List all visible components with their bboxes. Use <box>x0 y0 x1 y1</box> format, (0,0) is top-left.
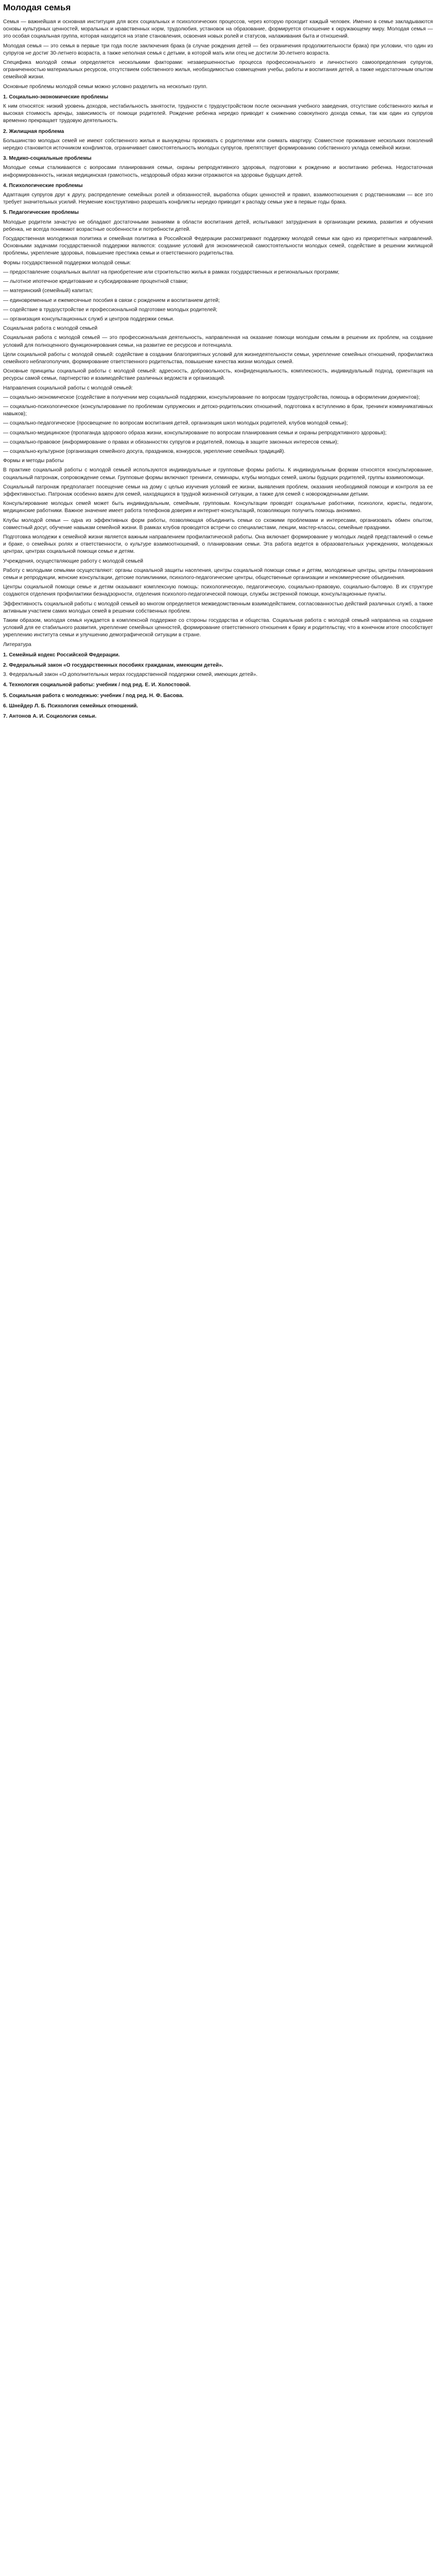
paragraph: 5. Социальная работа с молодежью: учебник / под ред. Н. Ф. Басова. <box>3 692 184 699</box>
paragraph: Основные принципы социальной работы с молодой семьей: адресность, добровольность, конфиденциальность, комплексность, индивидуальный подход, ориентация на ресурсы самой семьи, партнерство и взаимодействие различных ведомств и организаций. <box>3 368 433 382</box>
paragraph: Молодая семья — это семья в первые три года после заключения брака (в случае рождения детей — без ограничения продолжительности брака) при условии, что один из супругов не достиг 30-летнего возраста, а также неполная семья с детьми, в которой мать или отец не достигли 30-летнего возраста. <box>3 43 433 56</box>
paragraph: Семья — важнейшая и основная институция для всех социальных и психологических процессов, через которую проходит каждый человек. Именно в семье закладываются основы культурных ценностей, моральных и нравственных норм, трудолюбия, установок на образование, формируется отношение к окружающему миру. Молодая семья — это особая социальная группа, которая находится на этапе становления, освоения новых ролей и статусов, налаживания быта и отношений. <box>3 19 433 40</box>
paragraph: Социальный патронаж предполагает посещение семьи на дому с целью изучения условий ее жизни, выявления проблем, оказания необходимой помощи и контроля за ее эффективностью. Патронаж особенно важен для семей, находящихся в трудной жизненной ситуации, а также для семей с новорожденными детьми. <box>3 484 433 497</box>
paragraph: Учреждения, осуществляющие работу с молодой семьей <box>3 558 144 564</box>
paragraph: — социально-культурное (организация семейного досуга, праздников, конкурсов, укрепление семейных традиций). <box>3 448 286 454</box>
paragraph: Консультирование молодых семей может быть индивидуальным, семейным, групповым. Консультации проводят социальные работники, психологи, юристы, педагоги, медицинские работники. Важное значение имеет работа телефонов доверия и интернет-консультаций, позволяющих получить помощь анонимно. <box>3 501 433 514</box>
paragraph: Молодые семьи сталкиваются с вопросами планирования семьи, охраны репродуктивного здоровья, подготовки к рождению и воспитанию ребенка. Недостаточная информированность, низкая медицинская грамотность, нездоровый образ жизни отражаются на здоровье будущих детей. <box>3 165 433 178</box>
paragraph: Социальная работа с молодой семьей — это профессиональная деятельность, направленная на оказание помощи молодым семьям в решении их проблем, на создание условий для полноценного функционирования семьи, на развитие ее ресурсов и потенциала. <box>3 335 433 348</box>
paragraph: 5. Педагогические проблемы <box>3 210 79 216</box>
paragraph: Формы государственной поддержки молодой семьи: <box>3 260 131 266</box>
paragraph: 1. Социально-экономические проблемы <box>3 94 109 100</box>
paragraph: — единовременные и ежемесячные пособия в связи с рождением и воспитанием детей; <box>3 297 220 303</box>
paragraph: 2. Жилищная проблема <box>3 128 64 134</box>
paragraph: 3. Федеральный закон «О дополнительных мерах государственной поддержки семей, имеющих детей». <box>3 672 258 678</box>
paragraph: — социально-правовое (информирование о правах и обязанностях супругов и родителей, помощь в защите законных интересов семьи); <box>3 439 339 445</box>
paragraph: Литература <box>3 641 31 648</box>
article-body <box>3 19 433 720</box>
paragraph: Клубы молодой семьи — одна из эффективных форм работы, позволяющая объединить семьи со схожими проблемами и интересами, организовать обмен опытом, совместный досуг, обучение навыкам семейной жизни. В рамках клубов проводятся встречи со специалистами, лекции, мастер-классы, семейные праздники. <box>3 517 433 531</box>
paragraph: — льготное ипотечное кредитование и субсидирование процентной ставки; <box>3 279 188 285</box>
paragraph: 4. Технология социальной работы: учебник / под ред. Е. И. Холостовой. <box>3 682 191 688</box>
paragraph: Центры социальной помощи семье и детям оказывают комплексную помощь: психологическую, педагогическую, социально-правовую, социально-бытовую. В их структуре создаются отделения профилактики безнадзорности, отделения психолого-педагогической помощи, службы экстренной помощи, консультационные пункты. <box>3 584 433 598</box>
page-title: Молодая семья <box>3 3 71 12</box>
paragraph: 2. Федеральный закон «О государственных пособиях гражданам, имеющим детей». <box>3 663 223 669</box>
paragraph: — организация консультационных служб и центров поддержки семьи. <box>3 316 175 322</box>
paragraph: — предоставление социальных выплат на приобретение или строительство жилья в рамках государственных и региональных программ; <box>3 269 340 275</box>
paragraph: К ним относятся: низкий уровень доходов, нестабильность занятости, трудности с трудоустройством после окончания учебного заведения, отсутствие собственного жилья и высокая стоимость аренды, зависимость от помощи родителей. Рождение ребенка нередко приводит к снижению совокупного дохода семьи, так как один из супругов временно прекращает трудовую деятельность. <box>3 104 433 124</box>
paragraph: — социально-педагогическое (просвещение по вопросам воспитания детей, организация школ молодых родителей, клубов молодой семьи); <box>3 420 348 427</box>
paragraph: Эффективность социальной работы с молодой семьей во многом определяется межведомственным взаимодействием, согласованностью действий различных служб, а также активным участием самих молодых семей в решении собственных проблем. <box>3 601 433 614</box>
paragraph: — социально-медицинское (пропаганда здорового образа жизни, консультирование по вопросам планирования семьи и охраны репродуктивного здоровья); <box>3 430 387 436</box>
paragraph: Таким образом, молодая семья нуждается в комплексной поддержке со стороны государства и общества. Социальная работа с молодой семьей направлена на создание условий для ее стабильного развития, укрепление семейных ценностей, формирование ответственного отношения к браку и родительству, что в конечном итоге способствует укреплению института семьи и улучшению демографической ситуации в стране. <box>3 618 433 638</box>
paragraph: Формы и методы работы <box>3 458 64 464</box>
paragraph: — материнский (семейный) капитал; <box>3 288 93 294</box>
paragraph: Основные проблемы молодой семьи можно условно разделить на несколько групп. <box>3 83 208 90</box>
paragraph: 4. Психологические проблемы <box>3 182 83 189</box>
paragraph: Специфика молодой семьи определяется несколькими факторами: незавершенностью процесса профессионального и личностного самоопределения супругов, ограниченностью материальных ресурсов, отсутствием собственного жилья, необходимостью совмещения учебы, работы и воспитания детей, а также недостаточным опытом семейной жизни. <box>3 60 433 80</box>
paragraph: 7. Антонов А. И. Социология семьи. <box>3 714 97 720</box>
paragraph: Цели социальной работы с молодой семьей: содействие в создании благоприятных условий для жизнедеятельности семьи, укрепление семейных отношений, профилактика семейного неблагополучия, формирование ответственного родительства, повышение качества жизни молодых семей. <box>3 351 433 365</box>
paragraph: — содействие в трудоустройстве и профессиональной подготовке молодых родителей; <box>3 307 218 313</box>
paragraph: Большинство молодых семей не имеют собственного жилья и вынуждены проживать с родителями или снимать квартиру. Совместное проживание нескольких поколений нередко становится источником конфликтов, ограничивает самостоятельность молодых супругов, препятствует формированию собственного уклада семейной жизни. <box>3 138 433 151</box>
paragraph: 6. Шнейдер Л. Б. Психология семейных отношений. <box>3 703 138 709</box>
paragraph: — социально-психологическое (консультирование по проблемам супружеских и детско-родительских отношений, подготовка к вступлению в брак, тренинги коммуникативных навыков); <box>3 403 433 417</box>
paragraph: Социальная работа с молодой семьей <box>3 326 98 332</box>
paragraph: — социально-экономическое (содействие в получении мер социальной поддержки, консультирование по вопросам трудоустройства, помощь в оформлении документов); <box>3 394 420 400</box>
paragraph: Подготовка молодежи к семейной жизни является важным направлением профилактической работы. Она включает формирование у молодых людей представлений о семье и браке, о семейных ролях и ответственности, о культуре взаимоотношений, о планировании семьи. Эта работа ведется в образовательных учреждениях, молодежных центрах, центрах социальной помощи семье и детям. <box>3 534 433 555</box>
paragraph: 1. Семейный кодекс Российской Федерации. <box>3 652 120 658</box>
paragraph: Работу с молодыми семьями осуществляют: органы социальной защиты населения, центры социальной помощи семье и детям, молодежные центры, центры планирования семьи и репродукции, женские консультации, детские поликлиники, психолого-педагогические центры, общественные организации и некоммерческие объединения. <box>3 567 433 581</box>
paragraph: В практике социальной работы с молодой семьей используются индивидуальные и групповые формы работы. К индивидуальным формам относятся консультирование, социальный патронаж, сопровождение семьи. Групповые формы включают тренинги, семинары, клубы молодых семей, школы будущих родителей, группы взаимопомощи. <box>3 467 433 481</box>
paragraph: 3. Медико-социальные проблемы <box>3 156 92 162</box>
paragraph: Государственная молодежная политика и семейная политика в Российской Федерации рассматривают поддержку молодой семьи как одно из приоритетных направлений. Основными задачами государственной поддержки являются: создание условий для экономической самостоятельности молодых семей, содействие в решении жилищной проблемы, укрепление здоровья, повышение престижа семьи и ответственного родительства. <box>3 236 433 257</box>
paragraph: Адаптация супругов друг к другу, распределение семейных ролей и обязанностей, выработка общих ценностей и правил, взаимоотношения с родственниками — все это требует значительных усилий. Неумение конструктивно разрешать конфликты нередко приводит к распаду семьи уже в первые годы брака. <box>3 192 433 206</box>
paragraph: Направления социальной работы с молодой семьей: <box>3 385 133 391</box>
paragraph: Молодые родители зачастую не обладают достаточными знаниями в области воспитания детей, испытывают затруднения в организации режима, развития и обучения ребенка, не всегда понимают возрастные особенности и потребности детей. <box>3 219 433 232</box>
